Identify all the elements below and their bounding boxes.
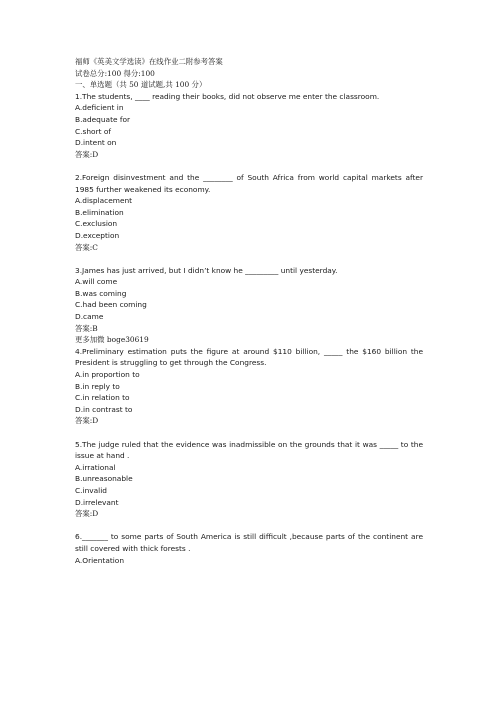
option-b: B.elimination: [75, 207, 124, 217]
option-b: B.in reply to: [75, 381, 120, 391]
option-b: B.was coming: [75, 288, 127, 298]
option-b: B.unreasonable: [75, 474, 133, 484]
section-heading: 一、单选题（共 50 道试题,共 100 分）: [75, 80, 207, 90]
question-2: [75, 172, 423, 253]
answer-line: 答案:D: [75, 149, 99, 159]
option-c: C.short of: [75, 126, 111, 136]
option-d: D.exception: [75, 230, 120, 240]
question-stem: 4.Preliminary estimation puts the figure at around $110 billion, _____ the $160 billion the President is struggling to get through the Congress.: [75, 346, 423, 368]
document-title: 福师《英美文学选读》在线作业二附参考答案: [75, 57, 223, 66]
question-5: [75, 439, 423, 520]
spacer: [75, 520, 423, 532]
option-d: D.intent on: [75, 138, 117, 148]
spacer: [75, 253, 423, 265]
option-c: C.exclusion: [75, 219, 118, 229]
answer-line: 答案:D: [75, 509, 99, 519]
score-line: 试卷总分:100 得分:100: [75, 68, 155, 78]
contact-note: 更多加微 boge30619: [75, 335, 149, 345]
option-d: D.irrelevant: [75, 497, 119, 507]
question-4: [75, 346, 423, 427]
question-stem: 5.The judge ruled that the evidence was inadmissible on the grounds that it was _____ to the issue at hand .: [75, 439, 423, 461]
answer-line: 答案:C: [75, 242, 98, 252]
option-c: C.in relation to: [75, 393, 130, 403]
question-stem: 2.Foreign disinvestment and the ________ of South Africa from world capital markets after 1985 further weakened its economy.: [75, 172, 423, 194]
option-a: A.in proportion to: [75, 370, 140, 380]
question-1: [75, 91, 423, 161]
answer-line: 答案:B: [75, 323, 98, 333]
question-stem: 6._______ to some parts of South America is still difficult ,because parts of the continent are still covered with thick forests .: [75, 532, 423, 553]
option-a: A.Orientation: [75, 555, 124, 565]
question-3: [75, 265, 423, 346]
question-stem: 3.James has just arrived, but I didn’t know he _________ until yesterday.: [75, 265, 338, 275]
option-a: A.deficient in: [75, 103, 124, 113]
option-c: C.had been coming: [75, 300, 147, 310]
option-a: A.irrational: [75, 462, 116, 472]
question-stem: 1.The students, ____ reading their books, did not observe me enter the classroom.: [75, 91, 380, 101]
option-c: C.invalid: [75, 485, 107, 495]
spacer: [75, 160, 423, 172]
option-d: D.came: [75, 312, 104, 322]
option-a: A.displacement: [75, 196, 133, 206]
spacer: [75, 427, 423, 439]
question-6: [75, 531, 423, 566]
document-page: [75, 56, 423, 566]
option-b: B.adequate for: [75, 114, 131, 124]
option-a: A.will come: [75, 277, 118, 287]
option-d: D.in contrast to: [75, 404, 133, 414]
answer-line: 答案:D: [75, 416, 99, 426]
